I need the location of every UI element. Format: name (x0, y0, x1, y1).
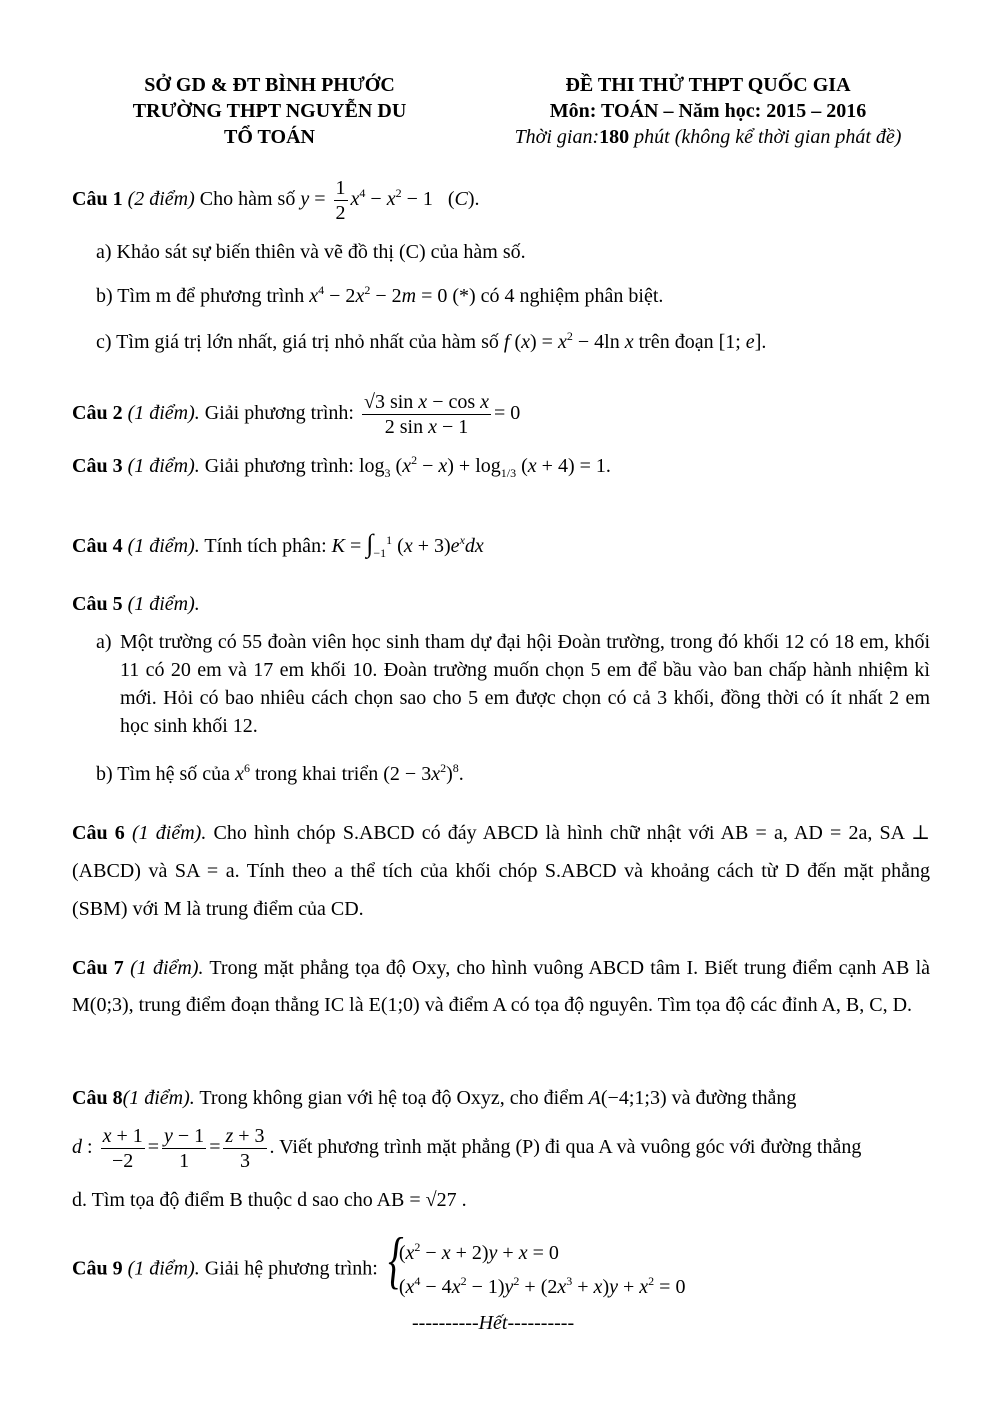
exam-page: SỞ GD & ĐT BÌNH PHƯỚC TRƯỜNG THPT NGUYỄN DU TỔ TOÁN ĐỀ THI THỬ THPT QUỐC GIA Môn: TOÁN – Năm học: 2015 – 2016 Thời gian:180 phút (không kể thời gian phát đề) Câu 1 (2 điểm) Cho hàm số y = $\frac{1}{2}$ $x^4 - x^2 - 1$ (C). a) Khảo sát sự biến thiên và vẽ đồ thị (C) của hàm số. b) Tìm m để phương trình $x^4 - 2x^2 - 2m = 0$ (*) có 4 nghiệm phân biệt. c) Tìm giá trị lớn nhất, giá trị nhỏ nhất của hàm số f $(x) = x^2 - 4\ln$ x trên đoạn [1; e]. Câu 2 (1 điểm). Giải phương trình: $\frac{\text{√3 sin x − cos x}}{\text{2 sin x − 1}}$ = 0 Câu 3 (1 điểm). Giải phương trình: $\log_3 (x^2 - x) + \log_{1/3} (x + 4) = 1$. Câu 4 (1 điểm). Tính tích phân: $K = \int_{-1}^1$ $(x + 3)e^xdx$ Câu 5 (1 điểm). a) Một trường có 55 đoàn viên học sinh tham dự đại hội Đoàn trường, trong đó khối 12 có 18 em, khối 11 có 20 em và 17 em khối 10. Đoàn trường muốn chọn 5 em để bầu vào ban chấp hành nhiệm kì mới. Hỏi có bao nhiêu cách chọn sao cho 5 em được chọn có cả 3 khối, đồng thời có ít nhất 2 em học sinh khối 12. b) Tìm hệ số của $x^6$ trong khai triển $(2 - 3x^2)^8$. Câu 6 (1 điểm). Cho hình chóp S.ABCD có đáy ABCD là hình chữ nhật với AB = a, AD = 2a, SA ⊥ (ABCD) và SA = a. Tính theo a thể tích của khối chóp S.ABCD và khoảng cách từ D đến mặt phẳng (SBM) với M là trung điểm của CD. Câu 7 (1 điểm). Trong mặt phẳng tọa độ Oxy, cho hình vuông ABCD tâm I. Biết trung điểm cạnh AB là M(0;3), trung điểm đoạn thẳng IC là E(1;0) và điểm A có tọa độ nguyên. Tìm tọa độ các đỉnh A, B, C, D. Câu 8(1 điểm). Trong không gian với hệ toạ độ Oxyz, cho điểm A(−4;1;3) và đường thẳng d : $\frac{x + 1}{-2}$ = $\frac{y - 1}{1}$ = $\frac{z + 3}{3}$ . Viết phương trình mặt phẳng (P) đi qua A và vuông góc với đường thẳng d. Tìm tọa độ điểm B thuộc d sao cho AB = √27 . Câu 9 (1 điểm). Giải hệ phương trình: { $(x^2 - x + 2)y + x = 0$ $(x^4 - 4x^2 - 1)y^2 + (2x^3 + x)y + x^2 = 0$ ----------Hết---------- (0, 0, 1000, 1416)
question-4: Câu 4 (1 điểm). Tính tích phân: $K = \int_{-1}^1$ $(x + 3)e^xdx$ (72, 529, 484, 560)
question-7: Câu 7 (1 điểm). Trong mặt phẳng tọa độ Oxy, cho hình vuông ABCD tâm I. Biết trung điểm cạnh AB là M(0;3), trung điểm đoạn thẳng IC là E(1;0) và điểm A có tọa độ nguyên. Tìm tọa độ các đỉnh A, B, C, D. (72, 957, 931, 1016)
exam-title: ĐỀ THI THỬ THPT QUỐC GIA (565, 74, 851, 96)
group-line: TỔ TOÁN (224, 126, 315, 148)
question-5a: Một trường có 55 đoàn viên học sinh tham dự đại hội Đoàn trường, trong đó khối 12 có 18 em, khối 11 có 20 em và 17 em khối 10. Đoàn trường muốn chọn 5 em để bầu vào ban chấp hành nhiệm kì mới. Hỏi có bao nhiêu cách chọn sao cho 5 em được chọn có cả 3 khối, đồng thời có ít nhất 2 em học sinh khối 12. (120, 631, 930, 737)
end-marker: ----------Hết---------- (412, 1312, 575, 1334)
question-5: Câu 5 (1 điểm). (72, 593, 200, 615)
header-right (468, 72, 948, 150)
question-5b: b) Tìm hệ số của $x^6$ trong khai triển $(2 - 3x^2)^8$. (96, 761, 464, 785)
question-1a: a) Khảo sát sự biến thiên và vẽ đồ thị (C) của hàm số. (96, 241, 526, 263)
subject-year: Môn: TOÁN – Năm học: 2015 – 2016 (549, 100, 867, 122)
question-2: Câu 2 (1 điểm). Giải phương trình: $\frac{\text{√3 sin x − cos x}}{\text{2 sin x − 1}}$ = 0 (72, 391, 521, 438)
question-8-line: d : $\frac{x + 1}{-2}$ = $\frac{y - 1}{1}$ = $\frac{z + 3}{3}$ . Viết phương trình mặt phẳng (P) đi qua A và vuông góc với đường thẳng (72, 1125, 862, 1172)
question-9: Câu 9 (1 điểm). Giải hệ phương trình: { $(x^2 - x + 2)y + x = 0$ $(x^4 - 4x^2 - 1)y^2 + (2x^3 + x)y + x^2 = 0$ (72, 1236, 930, 1304)
question-1b: b) Tìm m để phương trình $x^4 - 2x^2 - 2m = 0$ (*) có 4 nghiệm phân biệt. (96, 283, 664, 307)
department-line: SỞ GD & ĐT BÌNH PHƯỚC (144, 74, 395, 96)
question-8-tail: d. Tìm tọa độ điểm B thuộc d sao cho AB = √27 . (72, 1189, 467, 1211)
question-1: Câu 1 (2 điểm) Cho hàm số y = $\frac{1}{2}$ $x^4 - x^2 - 1$ (C). (72, 177, 480, 224)
header-left (92, 72, 447, 150)
equation-system: { $(x^2 - x + 2)y + x = 0$ $(x^4 - 4x^2 - 1)y^2 + (2x^3 + x)y + x^2 = 0$ (383, 1236, 686, 1304)
question-6: Câu 6 (1 điểm). Cho hình chóp S.ABCD có đáy ABCD là hình chữ nhật với AB = a, AD = 2a, SA ⊥ (ABCD) và SA = a. Tính theo a thể tích của khối chóp S.ABCD và khoảng cách từ D đến mặt phẳng (SBM) với M là trung điểm của CD. (72, 822, 931, 920)
school-line: TRƯỜNG THPT NGUYỄN DU (132, 100, 407, 122)
function-formula: y = $\frac{1}{2}$ $x^4 - x^2 - 1$ (C) (300, 177, 475, 224)
time-line: Thời gian:180 phút (không kể thời gian phát đề) (514, 126, 902, 148)
question-1c: c) Tìm giá trị lớn nhất, giá trị nhỏ nhất của hàm số f $(x) = x^2 - 4\ln$ x trên đoạn [1; e]. (96, 329, 767, 353)
question-3: Câu 3 (1 điểm). Giải phương trình: $\log_3 (x^2 - x) + \log_{1/3} (x + 4) = 1$. (72, 453, 611, 480)
question-8: Câu 8(1 điểm). Trong không gian với hệ toạ độ Oxyz, cho điểm A(−4;1;3) và đường thẳng (72, 1087, 797, 1109)
